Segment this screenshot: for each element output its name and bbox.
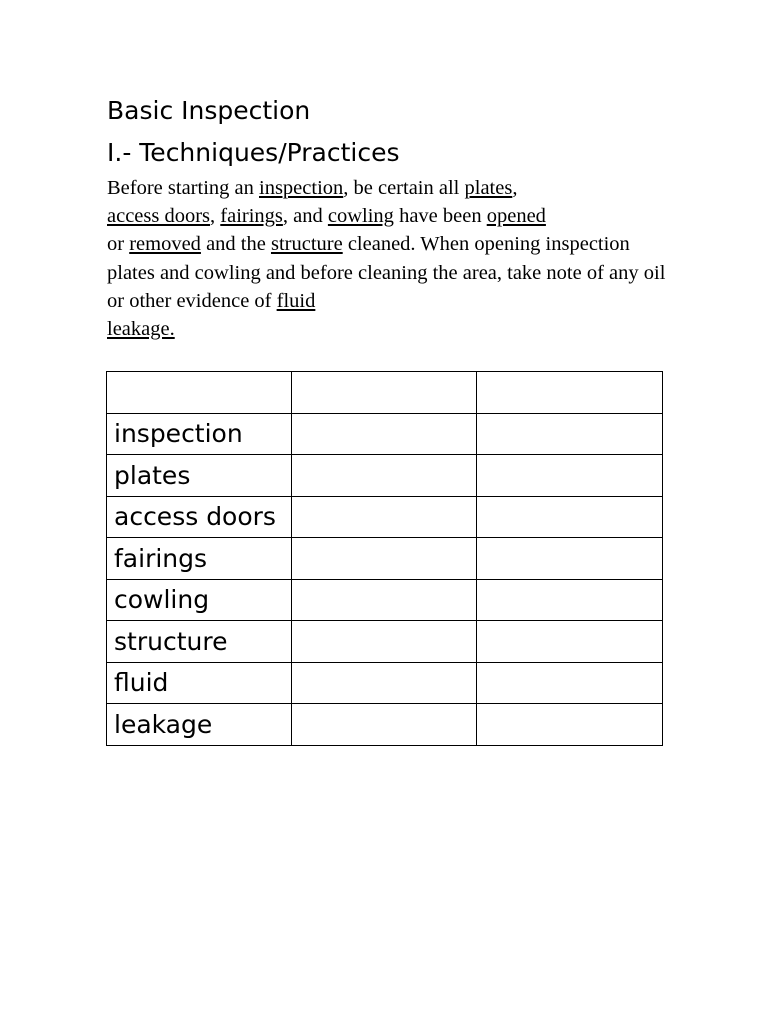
vocab-term-plates: plates — [464, 177, 513, 199]
term-cell: leakage — [107, 704, 292, 746]
paragraph-text: have been — [393, 205, 487, 228]
table-cell — [292, 455, 477, 497]
vocab-term-removed: removed — [129, 233, 201, 256]
table-row — [107, 496, 663, 538]
table-cell — [477, 372, 663, 414]
table-row — [107, 455, 663, 497]
paragraph-text: , be certain all — [343, 177, 465, 199]
term-cell: fairings — [107, 538, 292, 580]
vocab-term-fluid: fluid — [276, 289, 316, 312]
table-row — [107, 621, 663, 663]
table-row — [107, 538, 663, 580]
table-row — [107, 662, 663, 704]
vocab-term-inspection: inspection — [259, 177, 344, 199]
paragraph-text: cleaned. When opening inspection plates and cowling and before cleaning the area, take note of any oil or other evidence of — [107, 233, 666, 312]
paragraph-text: , and — [282, 205, 328, 228]
paragraph-text: or — [107, 233, 130, 256]
term-cell: structure — [107, 621, 292, 663]
table-cell — [477, 621, 663, 663]
vocabulary-table — [106, 371, 663, 746]
vocab-term-cowling: cowling — [327, 205, 394, 228]
table-cell — [477, 496, 663, 538]
table-cell — [292, 579, 477, 621]
table-row — [107, 704, 663, 746]
table-cell — [292, 621, 477, 663]
paragraph-text: Before starting an — [107, 177, 259, 199]
term-cell: inspection — [107, 413, 292, 455]
paragraph-text: , — [210, 205, 221, 228]
table-cell — [477, 662, 663, 704]
term-cell: fluid — [107, 662, 292, 704]
term-cell: cowling — [107, 579, 292, 621]
table-row — [107, 413, 663, 455]
vocab-term-access-doors: access doors — [107, 205, 211, 228]
table-cell — [292, 662, 477, 704]
table-cell — [292, 704, 477, 746]
table-header-row — [107, 372, 663, 414]
table-cell — [477, 704, 663, 746]
table-cell — [292, 538, 477, 580]
section-heading: I.- Techniques/Practices — [107, 138, 400, 167]
intro-paragraph — [107, 174, 667, 343]
table-cell — [292, 496, 477, 538]
paragraph-text: and the — [200, 233, 271, 256]
table-cell — [477, 538, 663, 580]
term-cell: plates — [107, 455, 292, 497]
table-cell — [292, 413, 477, 455]
table-cell — [477, 579, 663, 621]
table-row — [107, 579, 663, 621]
paragraph-text: , — [512, 177, 518, 199]
vocab-term-fairings: fairings — [220, 205, 283, 228]
vocab-term-leakage: leakage. — [107, 318, 175, 341]
page-title: Basic Inspection — [107, 96, 311, 125]
vocab-term-opened: opened — [486, 205, 546, 228]
vocab-term-structure: structure — [270, 233, 343, 256]
table-cell — [292, 372, 477, 414]
table-cell — [477, 413, 663, 455]
term-cell: access doors — [107, 496, 292, 538]
table-cell — [477, 455, 663, 497]
table-cell — [107, 372, 292, 414]
